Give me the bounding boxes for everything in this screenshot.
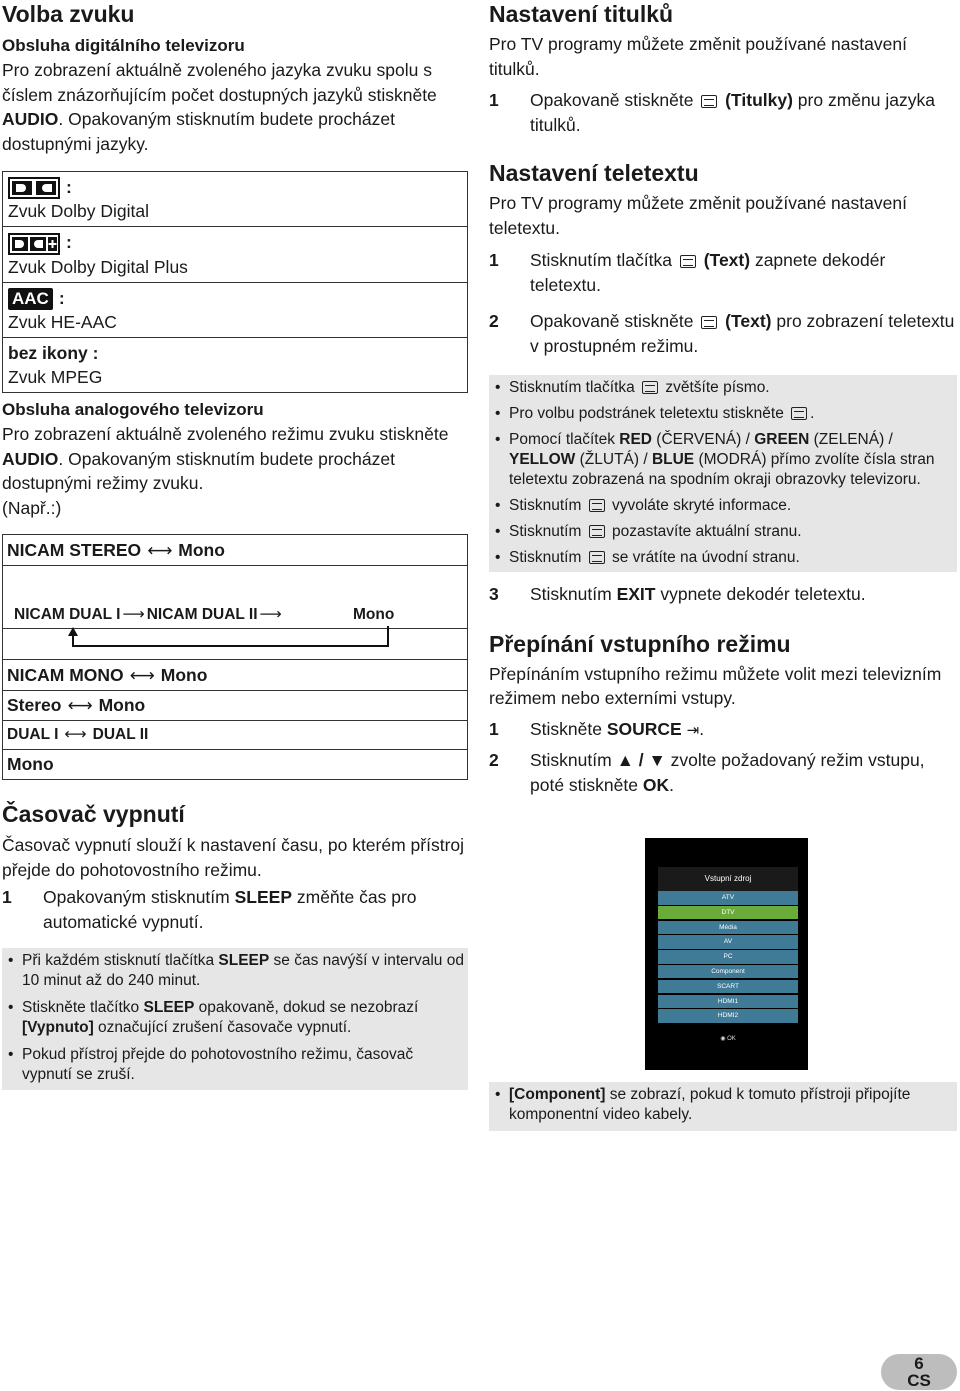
text-part: Pro zobrazení aktuálně zvoleného režimu zvuku stiskněte xyxy=(2,424,449,445)
source-item[interactable]: AV xyxy=(658,935,798,949)
key-green: GREEN xyxy=(754,431,810,448)
text-part: se čas navýší v intervalu od 10 minut až do 240 minut. xyxy=(22,952,464,990)
double-arrow-icon: ⟷ xyxy=(64,726,87,744)
mono-row xyxy=(3,750,467,779)
ok-icon: ◉ xyxy=(720,1035,726,1042)
text-part: se zobrazí, pokud k tomuto přístroji připojíte komponentní video kabely. xyxy=(509,1086,911,1123)
text-part: Stisknutím xyxy=(530,750,617,770)
sound-row-mpeg xyxy=(3,338,467,392)
key-source: SOURCE xyxy=(606,718,682,739)
sleep-note xyxy=(4,1045,464,1085)
input-note-item xyxy=(491,1085,953,1125)
sound-row-dolby-plus xyxy=(3,227,467,282)
text-part: Stisknutím xyxy=(509,523,586,540)
key-text: (Text) xyxy=(703,250,751,270)
stereo-row xyxy=(3,691,467,721)
analog-tv-heading: Obsluha analogového televizoru xyxy=(2,400,264,420)
step-number: 1 xyxy=(489,250,499,270)
input-step-1 xyxy=(489,717,957,744)
nicam-mode: NICAM MONO xyxy=(7,665,124,686)
text-part: . xyxy=(669,774,674,795)
section-title-sound: Volba zvuku xyxy=(2,1,135,27)
subtitles-text: Pro TV programy můžete změnit používané nastavení titulků. xyxy=(489,34,907,79)
key-blue: BLUE xyxy=(651,451,695,468)
text-part: . Opakovaným stisknutím budete procházet dostupnými jazyky. xyxy=(2,109,395,154)
text-part: označující zrušení časovače vypnutí. xyxy=(93,1019,352,1037)
key-subtitles: (Titulky) xyxy=(725,90,793,110)
key-audio: AUDIO xyxy=(2,448,59,469)
ok-hint xyxy=(658,1035,798,1042)
text-part: pozastavíte aktuální stranu. xyxy=(607,523,802,540)
input-note xyxy=(489,1082,957,1131)
key-audio: AUDIO xyxy=(2,109,59,129)
sleep-notes xyxy=(2,948,468,1090)
sleep-note xyxy=(4,951,464,991)
teletext-note xyxy=(491,548,953,568)
nicam-mode: Stereo xyxy=(7,695,62,716)
page-number-badge xyxy=(881,1354,957,1390)
no-icon-label: bez ikony : xyxy=(8,343,99,364)
teletext-step-2 xyxy=(489,309,957,358)
key-yellow: YELLOW xyxy=(509,451,576,468)
teletext-text: Pro TV programy můžete změnit používané nastavení teletextu. xyxy=(489,193,907,238)
analog-tv-text xyxy=(2,422,468,496)
text-part: (MODRÁ) přímo zvolíte čísla stran teletextu zobrazená na spodním okraji obrazovky televizoru. xyxy=(509,451,935,488)
reveal-icon xyxy=(589,499,605,512)
nicam-mode: Mono xyxy=(353,606,395,624)
colon: : xyxy=(66,232,72,253)
text-part: Stisknutím tlačítka xyxy=(530,250,677,270)
source-item[interactable]: HDMI2 xyxy=(658,1009,798,1023)
sound-label: Zvuk HE-AAC xyxy=(8,312,117,333)
nicam-mode: Mono xyxy=(160,665,208,686)
subtitles-step-1 xyxy=(489,88,957,137)
text-part: Při každém stisknutí tlačítka xyxy=(22,952,219,970)
source-item[interactable]: ATV xyxy=(658,891,798,905)
nicam-mode: DUAL I xyxy=(7,726,59,744)
key-ok: OK xyxy=(642,774,670,795)
text-part: Stiskněte tlačítko xyxy=(22,999,144,1017)
text-part: Stisknutím xyxy=(509,497,586,514)
source-menu-title: Vstupní zdroj xyxy=(658,867,798,891)
text-part: (ŽLUTÁ) / xyxy=(575,451,652,468)
section-title-sleep: Časovač vypnutí xyxy=(2,801,185,828)
section-title-subtitles: Nastavení titulků xyxy=(489,1,674,27)
key-up-down: ▲ / ▼ xyxy=(616,750,666,770)
key-sleep: SLEEP xyxy=(234,887,292,908)
step-number: 1 xyxy=(489,90,499,110)
text-icon xyxy=(701,316,717,329)
nicam-row-mono xyxy=(3,660,467,691)
sleep-text: Časovač vypnutí slouží k nastavení času, po kterém přístroj přejde do pohotovostního režimu. xyxy=(2,835,465,880)
teletext-note xyxy=(491,522,953,542)
colon: : xyxy=(66,177,72,197)
text-icon xyxy=(680,255,696,268)
input-step-2 xyxy=(489,748,957,797)
teletext-note xyxy=(491,378,953,398)
source-item[interactable]: SCART xyxy=(658,980,798,994)
text-part: . xyxy=(810,405,815,422)
text-part: Stisknutím xyxy=(530,584,617,604)
text-part: zapnete dekodér teletextu. xyxy=(530,250,886,295)
dolby-digital-icon xyxy=(8,177,60,199)
source-menu xyxy=(658,867,798,1042)
digital-tv-heading: Obsluha digitálního televizoru xyxy=(2,36,245,55)
teletext-note xyxy=(491,496,953,516)
source-item[interactable]: PC xyxy=(658,950,798,964)
subpage-icon xyxy=(791,407,807,420)
nicam-table xyxy=(2,534,468,780)
key-text: (Text) xyxy=(725,311,772,331)
nicam-mode: Mono xyxy=(178,540,225,561)
key-sleep: SLEEP xyxy=(143,999,195,1017)
nicam-mode: NICAM STEREO xyxy=(7,540,142,561)
text-part: Stisknutím xyxy=(509,549,586,566)
text-part: zvětšíte písmo. xyxy=(661,379,770,396)
sound-row-aac xyxy=(3,283,467,338)
teletext-step-3 xyxy=(489,582,957,607)
text-part: Pomocí tlačítek xyxy=(509,431,620,448)
text-part: (ČERVENÁ) / xyxy=(652,431,755,448)
index-icon xyxy=(589,551,605,564)
text-part: pro změnu jazyka titulků. xyxy=(530,90,935,135)
colon: : xyxy=(58,287,65,308)
subtitle-icon xyxy=(701,95,717,108)
arrow-right-icon: ⟶ xyxy=(259,606,282,624)
sound-label: Zvuk Dolby Digital xyxy=(8,201,150,222)
source-item-selected[interactable]: DTV xyxy=(658,906,798,920)
text-part: Opakovaným stisknutím xyxy=(43,887,235,908)
digital-tv-text xyxy=(2,58,468,156)
input-text: Přepínáním vstupního režimu můžete volit mezi televizním režimem nebo externími vstupy. xyxy=(489,663,942,708)
nicam-mode: DUAL II xyxy=(92,726,149,744)
page-language: CS xyxy=(907,1371,931,1390)
section-title-input: Přepínání vstupního režimu xyxy=(489,630,791,657)
text-part: Stiskněte xyxy=(530,718,607,739)
text-part: opakovaně, dokud se nezobrazí xyxy=(194,999,419,1017)
text-part: . xyxy=(699,718,705,739)
text-part: . Opakovaným stisknutím budete procházet dostupnými režimy zvuku. xyxy=(2,448,395,494)
source-item[interactable]: Component xyxy=(658,965,798,979)
digital-tv-block xyxy=(2,35,468,156)
teletext-note xyxy=(491,430,953,490)
step-number: 1 xyxy=(2,887,12,908)
key-sleep: SLEEP xyxy=(218,952,270,970)
text-part: zvolte požadovaný režim vstupu, poté stiskněte xyxy=(530,750,925,795)
teletext-note xyxy=(491,404,953,424)
step-number: 2 xyxy=(489,750,499,770)
text-part: pro zobrazení teletextu v prostupném režimu. xyxy=(530,311,955,356)
dolby-digital-plus-icon xyxy=(8,233,60,255)
key-exit: EXIT xyxy=(616,584,656,604)
source-icon: ⇥ xyxy=(686,721,700,739)
text-part: Pro zobrazení aktuálně zvoleného jazyka zvuku spolu s číslem znázorňujícím počet dostupných jazyků stiskněte xyxy=(2,60,437,105)
tv-source-menu-screenshot xyxy=(645,838,808,1070)
page-number: 6 xyxy=(914,1354,924,1373)
teletext-step-1 xyxy=(489,248,957,297)
text-part: se vrátíte na úvodní stranu. xyxy=(607,549,800,566)
key-red: RED xyxy=(619,431,652,448)
hold-icon xyxy=(589,525,605,538)
analog-tv-block xyxy=(2,399,468,520)
text-part: Opakovaně stiskněte xyxy=(530,311,699,331)
text-part: Pokud přístroj přejde do pohotovostního režimu, časovač vypnutí se zruší. xyxy=(22,1046,414,1084)
double-arrow-icon: ⟷ xyxy=(147,540,173,561)
nicam-mode: Mono xyxy=(98,695,146,716)
double-arrow-icon: ⟷ xyxy=(129,665,155,686)
nicam-mode: NICAM DUAL II xyxy=(146,606,258,624)
section-title-teletext: Nastavení teletextu xyxy=(489,160,699,186)
nicam-row-stereo xyxy=(3,535,467,566)
step-number: 3 xyxy=(489,584,499,604)
loop-back-arrow-icon xyxy=(63,624,393,654)
nicam-dual-cycle xyxy=(14,605,284,625)
ok-label: OK xyxy=(727,1035,736,1042)
sleep-step-1 xyxy=(2,885,468,934)
text-part: Pro volbu podstránek teletextu stiskněte xyxy=(509,405,789,422)
right-column xyxy=(489,0,957,797)
step-number: 2 xyxy=(489,311,499,331)
enlarge-icon xyxy=(642,381,658,394)
teletext-notes xyxy=(489,375,957,572)
double-arrow-icon: ⟷ xyxy=(67,695,93,716)
aac-icon: AAC xyxy=(8,288,53,310)
left-column xyxy=(2,0,468,1090)
sound-label: Zvuk MPEG xyxy=(8,367,103,388)
source-item[interactable]: Média xyxy=(658,921,798,935)
text-part: vyvoláte skryté informace. xyxy=(607,497,792,514)
sleep-note xyxy=(4,998,464,1038)
source-item[interactable]: HDMI1 xyxy=(658,995,798,1009)
sound-format-table xyxy=(2,171,468,393)
sound-row-dolby xyxy=(3,172,467,227)
arrow-right-icon: ⟶ xyxy=(122,606,145,624)
nicam-row-dual xyxy=(3,566,467,629)
component-label: [Component] xyxy=(509,1086,606,1103)
text-part: (ZELENÁ) / xyxy=(809,431,893,448)
example-label: (Např.:) xyxy=(2,497,62,518)
nicam-mode: NICAM DUAL I xyxy=(14,606,121,624)
text-part: Opakovaně stiskněte xyxy=(530,90,699,110)
off-label: [Vypnuto] xyxy=(22,1019,94,1037)
text-part: vypnete dekodér teletextu. xyxy=(655,584,866,604)
nicam-mode: Mono xyxy=(7,754,54,775)
text-part: změňte čas pro automatické vypnutí. xyxy=(43,887,417,932)
dual-row xyxy=(3,721,467,750)
step-number: 1 xyxy=(489,718,499,739)
sound-label: Zvuk Dolby Digital Plus xyxy=(8,256,188,277)
text-part: Stisknutím tlačítka xyxy=(509,379,640,396)
